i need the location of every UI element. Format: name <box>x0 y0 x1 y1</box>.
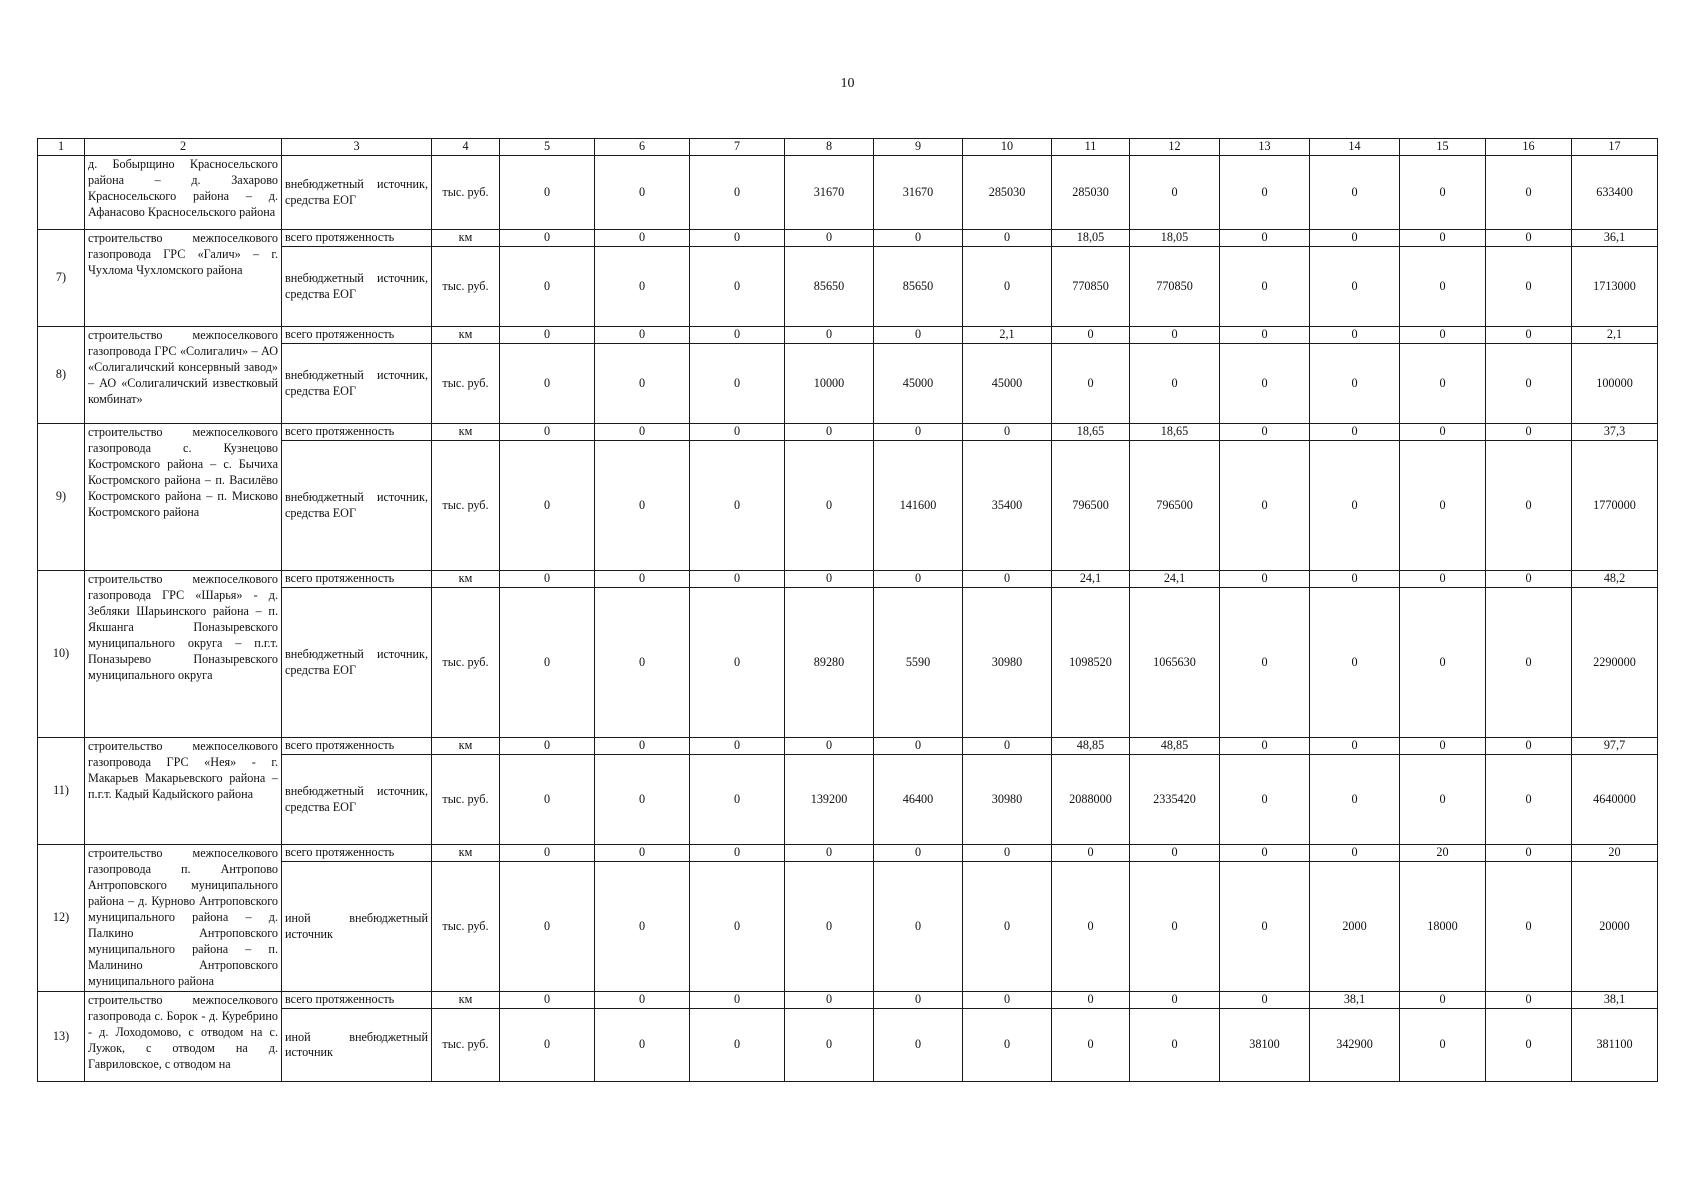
length-value: 0 <box>1486 230 1572 247</box>
value-cell: 46400 <box>874 755 963 845</box>
value-cell: 45000 <box>963 344 1052 424</box>
unit: тыс. руб. <box>432 862 500 992</box>
unit: тыс. руб. <box>432 344 500 424</box>
length-unit: км <box>432 327 500 344</box>
value-cell: 0 <box>785 1009 874 1082</box>
value-cell: 0 <box>690 156 785 230</box>
row-number <box>38 156 85 230</box>
value-cell: 0 <box>500 588 595 738</box>
length-value: 0 <box>690 571 785 588</box>
header-cell: 4 <box>432 139 500 156</box>
value-cell: 770850 <box>1130 247 1220 327</box>
value-cell: 0 <box>690 588 785 738</box>
value-cell: 0 <box>500 755 595 845</box>
header-cell: 7 <box>690 139 785 156</box>
value-cell: 381100 <box>1572 1009 1658 1082</box>
value-cell: 0 <box>785 862 874 992</box>
length-value: 0 <box>785 992 874 1009</box>
length-value: 0 <box>1310 738 1400 755</box>
value-cell: 0 <box>1310 588 1400 738</box>
value-cell: 0 <box>1400 588 1486 738</box>
row-number: 11) <box>38 738 85 845</box>
value-cell: 2000 <box>1310 862 1400 992</box>
value-cell: 0 <box>595 344 690 424</box>
length-value: 48,85 <box>1052 738 1130 755</box>
value-cell: 0 <box>1486 344 1572 424</box>
length-unit: км <box>432 230 500 247</box>
length-value: 24,1 <box>1052 571 1130 588</box>
length-value: 2,1 <box>963 327 1052 344</box>
value-cell: 0 <box>690 441 785 571</box>
value-cell: 633400 <box>1572 156 1658 230</box>
unit: тыс. руб. <box>432 441 500 571</box>
length-value: 0 <box>874 738 963 755</box>
length-value: 0 <box>595 571 690 588</box>
value-cell: 0 <box>1052 344 1130 424</box>
value-cell: 38100 <box>1220 1009 1310 1082</box>
length-value: 2,1 <box>1572 327 1658 344</box>
length-value: 0 <box>1130 845 1220 862</box>
value-cell: 0 <box>1052 862 1130 992</box>
value-cell: 0 <box>1400 247 1486 327</box>
header-cell: 17 <box>1572 139 1658 156</box>
value-cell: 0 <box>1310 755 1400 845</box>
value-cell: 0 <box>500 1009 595 1082</box>
value-cell: 0 <box>1486 755 1572 845</box>
length-value: 0 <box>874 992 963 1009</box>
length-row <box>38 845 1658 862</box>
length-value: 0 <box>963 424 1052 441</box>
header-cell: 15 <box>1400 139 1486 156</box>
value-cell: 0 <box>1130 862 1220 992</box>
length-value: 0 <box>785 230 874 247</box>
value-cell: 0 <box>1220 588 1310 738</box>
length-value: 0 <box>1220 424 1310 441</box>
value-cell: 0 <box>500 441 595 571</box>
length-value: 20 <box>1400 845 1486 862</box>
value-cell: 1770000 <box>1572 441 1658 571</box>
value-cell: 342900 <box>1310 1009 1400 1082</box>
value-cell: 0 <box>1220 441 1310 571</box>
value-cell: 30980 <box>963 755 1052 845</box>
length-value: 0 <box>1052 845 1130 862</box>
funding-source: иной внебюджетный источник <box>282 862 432 992</box>
funding-source: внебюджетный источник, средства ЕОГ <box>282 441 432 571</box>
length-label: всего протяженность <box>282 571 432 588</box>
length-value: 97,7 <box>1572 738 1658 755</box>
length-value: 0 <box>963 992 1052 1009</box>
value-cell: 45000 <box>874 344 963 424</box>
unit: тыс. руб. <box>432 156 500 230</box>
length-label: всего протяженность <box>282 845 432 862</box>
length-value: 0 <box>1052 327 1130 344</box>
length-row <box>38 327 1658 344</box>
value-cell: 85650 <box>785 247 874 327</box>
length-value: 0 <box>1310 571 1400 588</box>
length-value: 38,1 <box>1310 992 1400 1009</box>
object-name: строительство межпоселкового газопровода ГРС «Солигалич» – АО «Солигаличский консервный завод» – АО «Солигаличский известковый комбинат» <box>85 327 282 424</box>
value-cell: 31670 <box>874 156 963 230</box>
value-cell: 0 <box>500 156 595 230</box>
value-cell: 0 <box>1130 156 1220 230</box>
length-value: 0 <box>1400 230 1486 247</box>
value-cell: 0 <box>1400 156 1486 230</box>
value-cell: 0 <box>1486 1009 1572 1082</box>
length-unit: км <box>432 738 500 755</box>
value-cell: 0 <box>1052 1009 1130 1082</box>
value-cell: 0 <box>1310 344 1400 424</box>
length-value: 0 <box>1486 424 1572 441</box>
value-cell: 18000 <box>1400 862 1486 992</box>
value-cell: 0 <box>1220 247 1310 327</box>
length-value: 0 <box>874 327 963 344</box>
value-cell: 0 <box>1310 441 1400 571</box>
object-name: строительство межпоселкового газопровода ГРС «Шарья» - д. Зебляки Шарьинского района – п. Якшанга Поназыревского муниципального округа – п.г.т. Поназырево Поназыревского муниципального округа <box>85 571 282 738</box>
value-cell: 0 <box>595 755 690 845</box>
length-value: 0 <box>1220 845 1310 862</box>
length-value: 0 <box>874 230 963 247</box>
value-cell: 0 <box>595 1009 690 1082</box>
length-value: 0 <box>690 738 785 755</box>
value-cell: 0 <box>1400 344 1486 424</box>
value-cell: 0 <box>500 344 595 424</box>
value-cell: 85650 <box>874 247 963 327</box>
value-cell: 0 <box>595 588 690 738</box>
length-row <box>38 571 1658 588</box>
value-cell: 89280 <box>785 588 874 738</box>
header-cell: 14 <box>1310 139 1400 156</box>
investment-table <box>37 138 1658 1082</box>
length-value: 0 <box>1486 845 1572 862</box>
object-name: д. Бобырщино Красносельского района – д. Захарово Красносельского района – д. Афанасово Красносельского района <box>85 156 282 230</box>
length-value: 0 <box>963 845 1052 862</box>
object-name: строительство межпоселкового газопровода ГРС «Галич» – г. Чухлома Чухломского района <box>85 230 282 327</box>
value-cell: 0 <box>1310 247 1400 327</box>
value-cell: 4640000 <box>1572 755 1658 845</box>
length-label: всего протяженность <box>282 992 432 1009</box>
row-number: 12) <box>38 845 85 992</box>
length-label: всего протяженность <box>282 424 432 441</box>
value-cell: 139200 <box>785 755 874 845</box>
header-row <box>38 139 1658 156</box>
length-label: всего протяженность <box>282 230 432 247</box>
header-cell: 12 <box>1130 139 1220 156</box>
value-cell: 0 <box>1220 862 1310 992</box>
length-value: 0 <box>595 738 690 755</box>
row-number: 9) <box>38 424 85 571</box>
funding-source: внебюджетный источник, средства ЕОГ <box>282 156 432 230</box>
length-value: 0 <box>690 424 785 441</box>
value-cell: 0 <box>1220 156 1310 230</box>
length-value: 0 <box>595 992 690 1009</box>
unit: тыс. руб. <box>432 755 500 845</box>
value-cell: 0 <box>1220 755 1310 845</box>
value-cell: 796500 <box>1052 441 1130 571</box>
header-cell: 8 <box>785 139 874 156</box>
length-value: 18,05 <box>1130 230 1220 247</box>
value-cell: 35400 <box>963 441 1052 571</box>
length-row <box>38 738 1658 755</box>
length-value: 18,65 <box>1052 424 1130 441</box>
length-value: 0 <box>500 327 595 344</box>
length-value: 0 <box>500 571 595 588</box>
length-value: 0 <box>690 992 785 1009</box>
length-value: 0 <box>595 230 690 247</box>
length-row <box>38 424 1658 441</box>
length-value: 0 <box>1400 327 1486 344</box>
length-value: 0 <box>1400 424 1486 441</box>
funding-source: внебюджетный источник, средства ЕОГ <box>282 755 432 845</box>
header-cell: 5 <box>500 139 595 156</box>
row-number: 13) <box>38 992 85 1082</box>
value-cell: 0 <box>595 247 690 327</box>
length-value: 0 <box>1220 230 1310 247</box>
length-value: 0 <box>690 845 785 862</box>
value-cell: 0 <box>1400 755 1486 845</box>
value-cell: 0 <box>963 247 1052 327</box>
funding-source: внебюджетный источник, средства ЕОГ <box>282 588 432 738</box>
length-value: 0 <box>785 845 874 862</box>
length-value: 0 <box>963 230 1052 247</box>
length-unit: км <box>432 424 500 441</box>
length-value: 0 <box>1310 327 1400 344</box>
value-cell: 0 <box>595 862 690 992</box>
value-cell: 10000 <box>785 344 874 424</box>
value-cell: 0 <box>785 441 874 571</box>
value-cell: 0 <box>874 862 963 992</box>
length-value: 0 <box>1220 571 1310 588</box>
length-value: 0 <box>595 327 690 344</box>
length-value: 0 <box>785 424 874 441</box>
length-value: 0 <box>1400 992 1486 1009</box>
length-unit: км <box>432 571 500 588</box>
length-value: 0 <box>1486 738 1572 755</box>
length-value: 0 <box>1220 738 1310 755</box>
value-cell: 2290000 <box>1572 588 1658 738</box>
length-value: 0 <box>595 424 690 441</box>
length-value: 37,3 <box>1572 424 1658 441</box>
length-value: 0 <box>500 845 595 862</box>
value-cell: 0 <box>963 862 1052 992</box>
value-cell: 1065630 <box>1130 588 1220 738</box>
row-number: 7) <box>38 230 85 327</box>
length-value: 0 <box>1220 327 1310 344</box>
length-value: 0 <box>1130 327 1220 344</box>
length-value: 0 <box>500 230 595 247</box>
value-cell: 0 <box>500 862 595 992</box>
value-cell: 796500 <box>1130 441 1220 571</box>
value-cell: 0 <box>690 344 785 424</box>
value-cell: 0 <box>1220 344 1310 424</box>
value-cell: 0 <box>1486 588 1572 738</box>
value-cell: 0 <box>500 247 595 327</box>
value-cell: 20000 <box>1572 862 1658 992</box>
length-value: 0 <box>500 992 595 1009</box>
length-value: 0 <box>1310 845 1400 862</box>
value-cell: 0 <box>690 1009 785 1082</box>
value-cell: 0 <box>1400 441 1486 571</box>
length-label: всего протяженность <box>282 738 432 755</box>
object-name: строительство межпоселкового газопровода с. Борок - д. Куребрино - д. Лоходомово, с отводом на с. Лужок, с отводом на д. Гавриловское, с отводом на <box>85 992 282 1082</box>
length-row <box>38 992 1658 1009</box>
value-cell: 0 <box>690 862 785 992</box>
object-name: строительство межпоселкового газопровода п. Антропово Антроповского муниципального района – д. Курново Антроповского муниципального района – д. Палкино Антроповского муниципального района – п. Малинино Антроповского муниципального района <box>85 845 282 992</box>
unit: тыс. руб. <box>432 588 500 738</box>
length-value: 0 <box>595 845 690 862</box>
length-value: 0 <box>1130 992 1220 1009</box>
length-value: 0 <box>690 327 785 344</box>
length-value: 48,85 <box>1130 738 1220 755</box>
length-value: 0 <box>500 738 595 755</box>
value-cell: 770850 <box>1052 247 1130 327</box>
page-number: 10 <box>840 76 855 91</box>
funding-source: иной внебюджетный источник <box>282 1009 432 1082</box>
value-cell: 0 <box>1130 344 1220 424</box>
length-value: 0 <box>690 230 785 247</box>
value-cell: 0 <box>1130 1009 1220 1082</box>
funding-source: внебюджетный источник, средства ЕОГ <box>282 344 432 424</box>
row-number: 8) <box>38 327 85 424</box>
value-cell: 0 <box>690 247 785 327</box>
length-value: 24,1 <box>1130 571 1220 588</box>
value-cell: 1713000 <box>1572 247 1658 327</box>
length-unit: км <box>432 845 500 862</box>
length-value: 18,05 <box>1052 230 1130 247</box>
length-value: 0 <box>785 327 874 344</box>
value-cell: 0 <box>1486 247 1572 327</box>
header-cell: 3 <box>282 139 432 156</box>
header-cell: 10 <box>963 139 1052 156</box>
length-value: 0 <box>785 571 874 588</box>
length-row <box>38 230 1658 247</box>
funding-source: внебюджетный источник, средства ЕОГ <box>282 247 432 327</box>
value-cell: 2088000 <box>1052 755 1130 845</box>
length-value: 36,1 <box>1572 230 1658 247</box>
length-value: 0 <box>1220 992 1310 1009</box>
length-value: 0 <box>874 424 963 441</box>
length-value: 0 <box>963 571 1052 588</box>
length-value: 0 <box>500 424 595 441</box>
value-cell: 0 <box>1486 156 1572 230</box>
value-cell: 0 <box>1310 156 1400 230</box>
length-value: 0 <box>1486 327 1572 344</box>
length-value: 0 <box>874 845 963 862</box>
value-cell: 0 <box>690 755 785 845</box>
header-cell: 2 <box>85 139 282 156</box>
table-body <box>38 139 1658 1082</box>
value-cell: 0 <box>874 1009 963 1082</box>
length-value: 0 <box>785 738 874 755</box>
value-cell: 0 <box>1486 441 1572 571</box>
value-cell: 30980 <box>963 588 1052 738</box>
length-value: 18,65 <box>1130 424 1220 441</box>
value-cell: 0 <box>1400 1009 1486 1082</box>
length-value: 48,2 <box>1572 571 1658 588</box>
length-value: 0 <box>1486 992 1572 1009</box>
object-name: строительство межпоселкового газопровода ГРС «Нея» - г. Макарьев Макарьевского района – п.г.т. Кадый Кадыйского района <box>85 738 282 845</box>
length-unit: км <box>432 992 500 1009</box>
length-value: 0 <box>1486 571 1572 588</box>
value-cell: 100000 <box>1572 344 1658 424</box>
length-value: 0 <box>874 571 963 588</box>
length-value: 38,1 <box>1572 992 1658 1009</box>
header-cell: 11 <box>1052 139 1130 156</box>
value-cell: 5590 <box>874 588 963 738</box>
value-cell: 1098520 <box>1052 588 1130 738</box>
value-cell: 285030 <box>1052 156 1130 230</box>
value-cell: 31670 <box>785 156 874 230</box>
table-row <box>38 156 1658 230</box>
value-cell: 2335420 <box>1130 755 1220 845</box>
length-value: 0 <box>1052 992 1130 1009</box>
header-cell: 16 <box>1486 139 1572 156</box>
value-cell: 285030 <box>963 156 1052 230</box>
length-value: 0 <box>963 738 1052 755</box>
header-cell: 6 <box>595 139 690 156</box>
value-cell: 0 <box>1486 862 1572 992</box>
object-name: строительство межпоселкового газопровода с. Кузнецово Костромского района – с. Бычиха Костромского района – п. Василёво Костромского района – п. Мисково Костромского района <box>85 424 282 571</box>
length-value: 20 <box>1572 845 1658 862</box>
length-value: 0 <box>1400 738 1486 755</box>
header-cell: 1 <box>38 139 85 156</box>
length-label: всего протяженность <box>282 327 432 344</box>
length-value: 0 <box>1310 230 1400 247</box>
header-cell: 13 <box>1220 139 1310 156</box>
unit: тыс. руб. <box>432 247 500 327</box>
value-cell: 0 <box>595 156 690 230</box>
header-cell: 9 <box>874 139 963 156</box>
value-cell: 141600 <box>874 441 963 571</box>
length-value: 0 <box>1400 571 1486 588</box>
value-cell: 0 <box>963 1009 1052 1082</box>
row-number: 10) <box>38 571 85 738</box>
value-cell: 0 <box>595 441 690 571</box>
unit: тыс. руб. <box>432 1009 500 1082</box>
length-value: 0 <box>1310 424 1400 441</box>
